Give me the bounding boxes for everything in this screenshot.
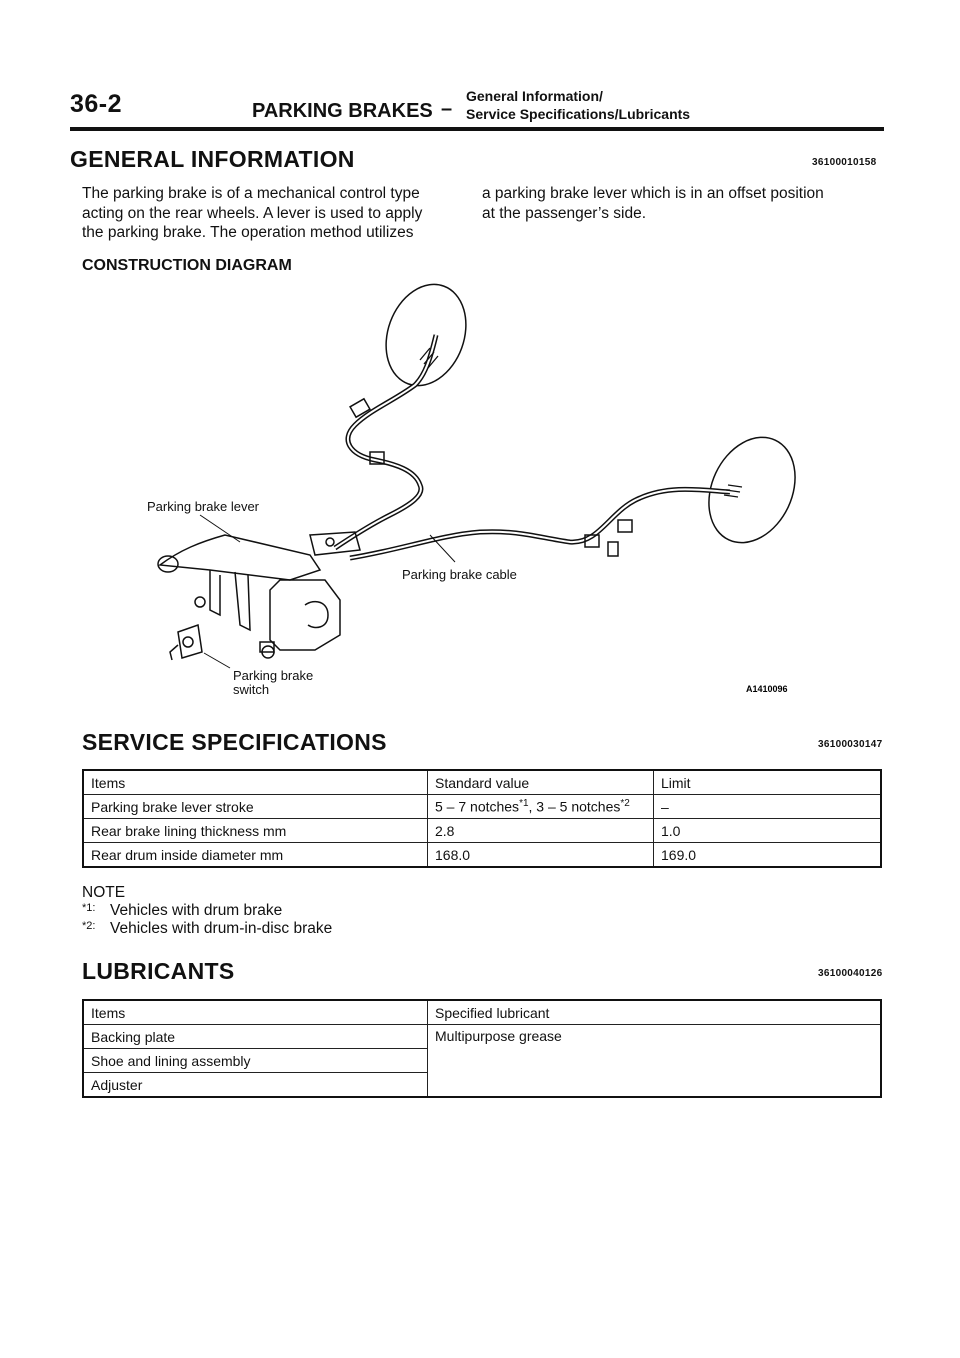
service-specifications-heading: SERVICE SPECIFICATIONS — [82, 729, 387, 755]
label-parking-brake-cable: Parking brake cable — [402, 567, 517, 582]
parking-brake-cable-left — [335, 335, 436, 548]
paragraph-line: The parking brake is of a mechanical control type — [82, 185, 420, 202]
cell-standard-value: 2.8 — [428, 819, 654, 843]
header-subtitle-line2: Service Specifications/Lubricants — [466, 106, 691, 122]
column-header-items: Items — [83, 770, 428, 795]
header-rule — [70, 127, 884, 131]
rear-brake-drum-left — [373, 280, 480, 397]
service-specifications-code: 36100030147 — [818, 739, 883, 750]
column-header-specified-lubricant: Specified lubricant — [428, 1000, 882, 1025]
column-header-limit: Limit — [654, 770, 882, 795]
construction-diagram-title: CONSTRUCTION DIAGRAM — [82, 257, 292, 274]
column-header-standard-value: Standard value — [428, 770, 654, 795]
label-parking-brake-lever: Parking brake lever — [147, 499, 259, 514]
cell-standard-value: 5 – 7 notches$^{*1}$, 3 – 5 notches$^{*2}$ — [428, 795, 654, 819]
parking-brake-cable-right — [350, 489, 730, 558]
label-parking-brake-switch-2: switch — [233, 682, 270, 697]
note-title: NOTE — [82, 884, 126, 901]
section-title: PARKING BRAKES — [252, 100, 433, 122]
page-number: 36-2 — [70, 90, 123, 118]
parking-brake-switch — [178, 625, 202, 658]
cell-item: Backing plate — [83, 1025, 428, 1049]
header-dash: – — [441, 98, 453, 120]
cell-limit: – — [654, 795, 882, 819]
parking-brake-construction-diagram — [140, 280, 840, 710]
cell-item: Shoe and lining assembly — [83, 1049, 428, 1073]
cell-item: Adjuster — [83, 1073, 428, 1098]
cell-standard-value: 168.0 — [428, 843, 654, 868]
table-row — [83, 795, 881, 819]
table-row — [83, 819, 881, 843]
service-specifications-table — [82, 769, 882, 868]
cell-lubricant: Multipurpose grease — [428, 1025, 882, 1098]
general-information-col2 — [482, 184, 824, 223]
table-row — [83, 1025, 881, 1049]
note-item: *2: Vehicles with drum-in-disc brake — [82, 920, 333, 937]
general-information-code: 36100010158 — [812, 157, 877, 168]
general-information-col1 — [82, 184, 422, 243]
cell-limit: 169.0 — [654, 843, 882, 868]
cell-item: Parking brake lever stroke — [83, 795, 428, 819]
label-parking-brake-switch-1: Parking brake — [233, 668, 314, 683]
paragraph-line: the parking brake. The operation method utilizes — [82, 224, 414, 241]
cell-item: Rear brake lining thickness mm — [83, 819, 428, 843]
lubricants-code: 36100040126 — [818, 968, 883, 979]
note-item: *1: Vehicles with drum brake — [82, 902, 283, 919]
general-information-heading: GENERAL INFORMATION — [70, 146, 355, 172]
paragraph-line: acting on the rear wheels. A lever is used to apply — [82, 204, 423, 222]
lubricants-table — [82, 999, 882, 1098]
cell-item: Rear drum inside diameter mm — [83, 843, 428, 868]
header-subtitle-line1: General Information/ — [466, 88, 603, 104]
table-header-row — [83, 770, 881, 795]
paragraph-line: at the passenger’s side. — [482, 204, 647, 222]
paragraph-line: a parking brake lever which is in an offset position — [482, 185, 824, 202]
cell-limit: 1.0 — [654, 819, 882, 843]
lubricants-heading: LUBRICANTS — [82, 958, 235, 984]
column-header-items: Items — [83, 1000, 428, 1025]
table-header-row — [83, 1000, 881, 1025]
table-row — [83, 843, 881, 868]
lever-bracket — [270, 580, 340, 650]
figure-code: A1410096 — [746, 684, 788, 694]
